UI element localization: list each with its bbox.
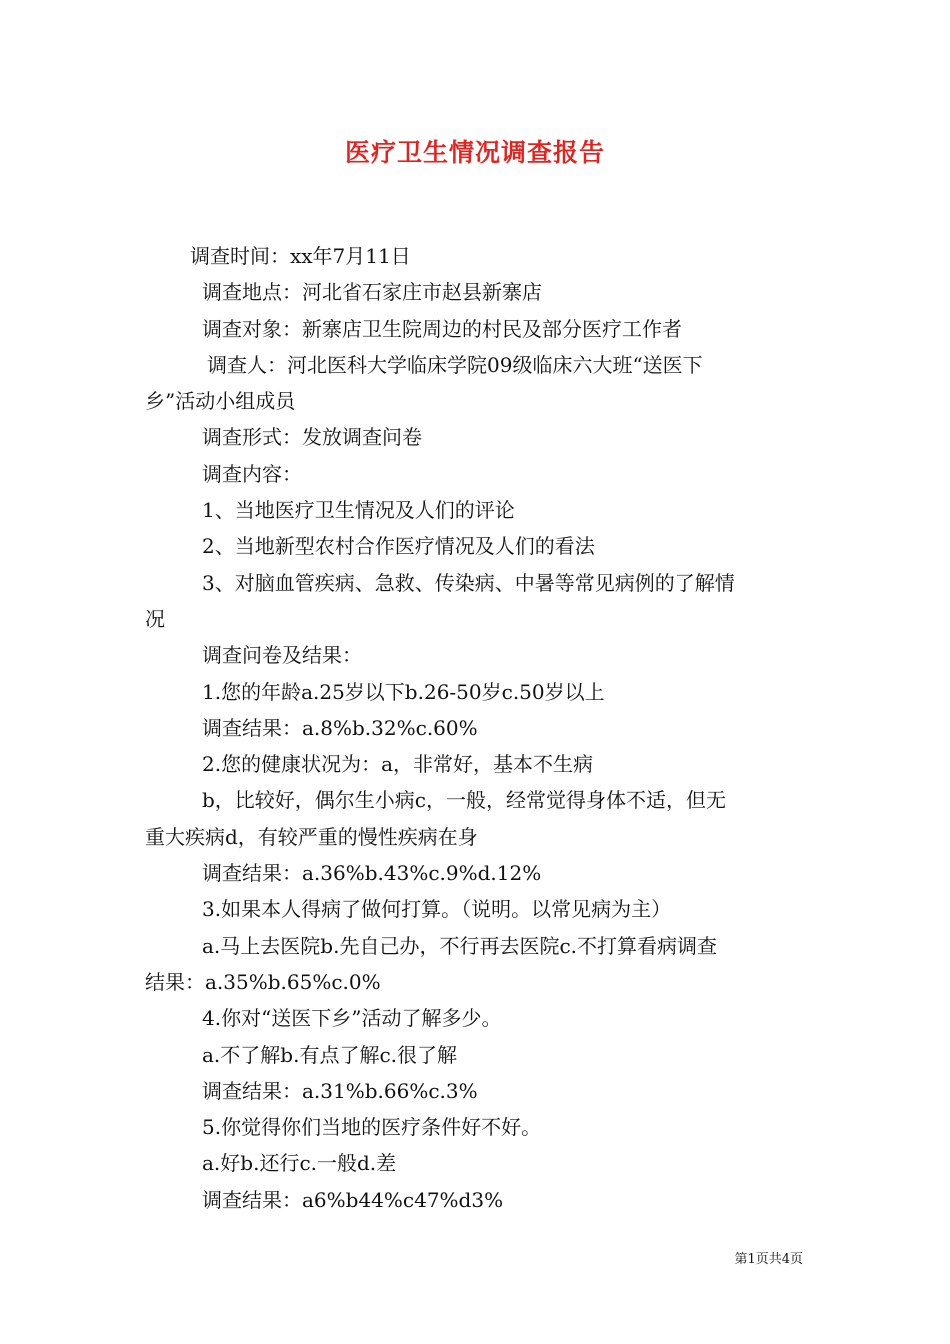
question-line: 5.你觉得你们当地的医疗条件好不好。	[202, 1115, 542, 1140]
question-line: 3.如果本人得病了做何打算。（说明。以常见病为主）	[202, 897, 672, 922]
list-item: 3、对脑血管疾病、急救、传染病、中暑等常见病例的了解情	[202, 570, 735, 595]
list-item: 1、当地医疗卫生情况及人们的评论	[202, 498, 515, 523]
result-line: 调查结果：a.31%b.66%c.3%	[202, 1078, 478, 1103]
paragraph-line: 调查形式：发放调查问卷	[202, 425, 422, 450]
paragraph-line: 乡”活动小组成员	[145, 389, 296, 414]
paragraph-line: 调查地点：河北省石家庄市赵县新寨店	[202, 280, 542, 305]
result-line: 调查结果：a6%b44%c47%d3%	[202, 1187, 504, 1212]
paragraph-line: 调查对象：新寨店卫生院周边的村民及部分医疗工作者	[202, 316, 682, 341]
question-line: 4.你对“送医下乡”活动了解多少。	[202, 1006, 502, 1031]
question-line: 2.您的健康状况为：a，非常好，基本不生病	[202, 752, 594, 777]
option-line: a.好b.还行c.一般d.差	[202, 1151, 397, 1176]
page-number: 第1页共4页	[734, 1252, 803, 1267]
result-line: 调查结果：a.36%b.43%c.9%d.12%	[202, 861, 542, 886]
paragraph-line: 调查内容：	[202, 461, 302, 486]
option-line: b，比较好，偶尔生小病c，一般，经常觉得身体不适，但无	[202, 788, 727, 813]
document-body	[145, 238, 810, 1218]
result-line: 调查结果：a.8%b.32%c.60%	[202, 715, 478, 740]
question-line: 1.您的年龄a.25岁以下b.26-50岁c.50岁以上	[202, 679, 605, 704]
document-title: 医疗卫生情况调查报告	[344, 138, 605, 167]
option-line: a.不了解b.有点了解c.很了解	[202, 1042, 457, 1067]
paragraph-line: 调查问卷及结果：	[202, 643, 362, 668]
list-item: 2、当地新型农村合作医疗情况及人们的看法	[202, 534, 595, 559]
paragraph-line: 调查人：河北医科大学临床学院09级临床六大班“送医下	[207, 352, 703, 377]
paragraph-line: 况	[145, 606, 165, 631]
paragraph-line: 调查时间：xx年7月11日	[190, 244, 411, 268]
option-line: 重大疾病d，有较严重的慢性疾病在身	[145, 824, 478, 849]
option-line: a.马上去医院b.先自己办，不行再去医院c.不打算看病调查	[202, 933, 717, 958]
result-line: 结果：a.35%b.65%c.0%	[145, 969, 381, 994]
